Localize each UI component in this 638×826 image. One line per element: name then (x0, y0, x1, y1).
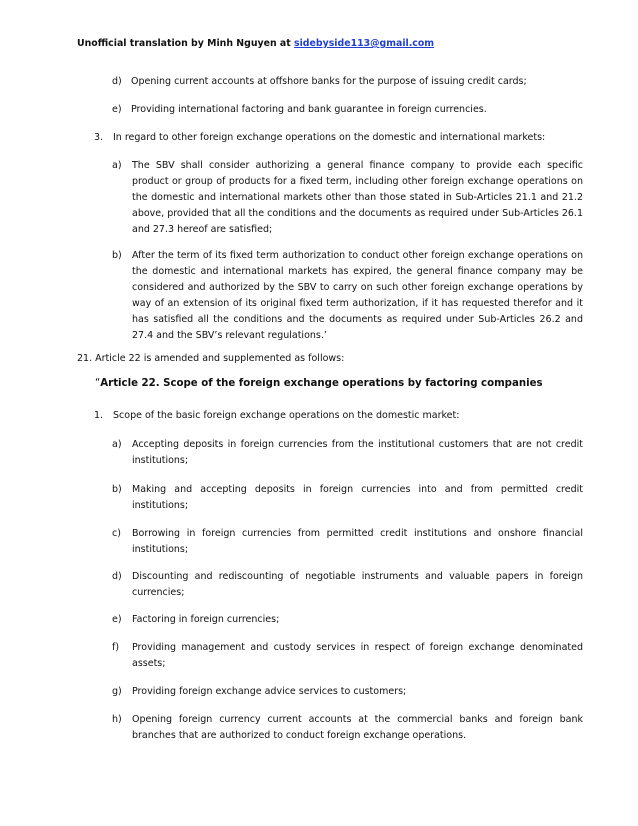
list-marker: e) (112, 104, 122, 115)
list-item-text: After the term of its fixed term authorization to conduct other foreign exchange operations on the domestic and international markets has expired, the general finance company may be considered and authorized by the SBV to carry on such other foreign exchange operations by way of an extension of its original fixed term authorization, if it has requested therefor and it has satisfied all the conditions and the documents as required under Sub-Articles 26.2 and 27.4 and the SBV’s relevant regulations.’ (132, 250, 583, 341)
list-marker: d) (112, 571, 122, 582)
header-attribution: Unofficial translation by Minh Nguyen at (77, 38, 295, 49)
list-item-text: Borrowing in foreign currencies from permitted credit institutions and onshore financial institutions; (132, 528, 583, 555)
list-item-text: Opening current accounts at offshore banks for the purpose of issuing credit cards; (131, 76, 527, 87)
list-item-text: Providing international factoring and bank guarantee in foreign currencies. (131, 104, 487, 115)
list-item-text: The SBV shall consider authorizing a general finance company to provide each specific product or group of products for a fixed term, including other foreign exchange operations on the domestic and international markets other than those stated in Sub-Articles 21.1 and 21.2 above, provided that all the conditions and the documents as required under Sub-Articles 26.1 and 27.3 hereof are satisfied; (132, 160, 583, 235)
list-marker: e) (112, 614, 122, 625)
list-marker: f) (112, 642, 120, 653)
list-marker: 3. (94, 132, 104, 143)
page-header (77, 38, 434, 49)
list-item-text: Providing management and custody services in respect of foreign exchange denominated assets; (132, 642, 583, 669)
list-item-text: Making and accepting deposits in foreign currencies into and from permitted credit institutions; (132, 484, 583, 511)
open-quote: “ (95, 378, 101, 389)
list-marker: c) (112, 528, 121, 539)
list-item-text: Providing foreign exchange advice services to customers; (132, 686, 407, 697)
article-title: Article 22. Scope of the foreign exchange operations by factoring companies (100, 378, 543, 389)
list-marker: a) (112, 439, 122, 450)
list-marker: d) (112, 76, 122, 87)
list-marker: h) (112, 714, 122, 725)
list-item-text: Discounting and rediscounting of negotiable instruments and valuable papers in foreign currencies; (132, 571, 583, 598)
list-item-text: Opening foreign currency current accounts at the commercial banks and foreign bank branches that are authorized to conduct foreign exchange operations. (132, 714, 583, 741)
numbered-item-text: In regard to other foreign exchange operations on the domestic and international markets: (113, 132, 546, 143)
article-heading (95, 378, 543, 389)
list-item-text: Accepting deposits in foreign currencies from the institutional customers that are not credit institutions; (132, 439, 583, 466)
list-marker: a) (112, 160, 122, 171)
list-marker: b) (112, 250, 122, 261)
numbered-item-text: Scope of the basic foreign exchange operations on the domestic market: (113, 410, 460, 421)
list-marker: g) (112, 686, 122, 697)
list-marker: 1. (94, 410, 104, 421)
list-item-text: Factoring in foreign currencies; (132, 614, 280, 625)
amendment-item: 21. Article 22 is amended and supplemented as follows: (77, 353, 345, 364)
header-email-link[interactable]: sidebyside113@gmail.com (294, 38, 435, 49)
list-marker: b) (112, 484, 122, 495)
